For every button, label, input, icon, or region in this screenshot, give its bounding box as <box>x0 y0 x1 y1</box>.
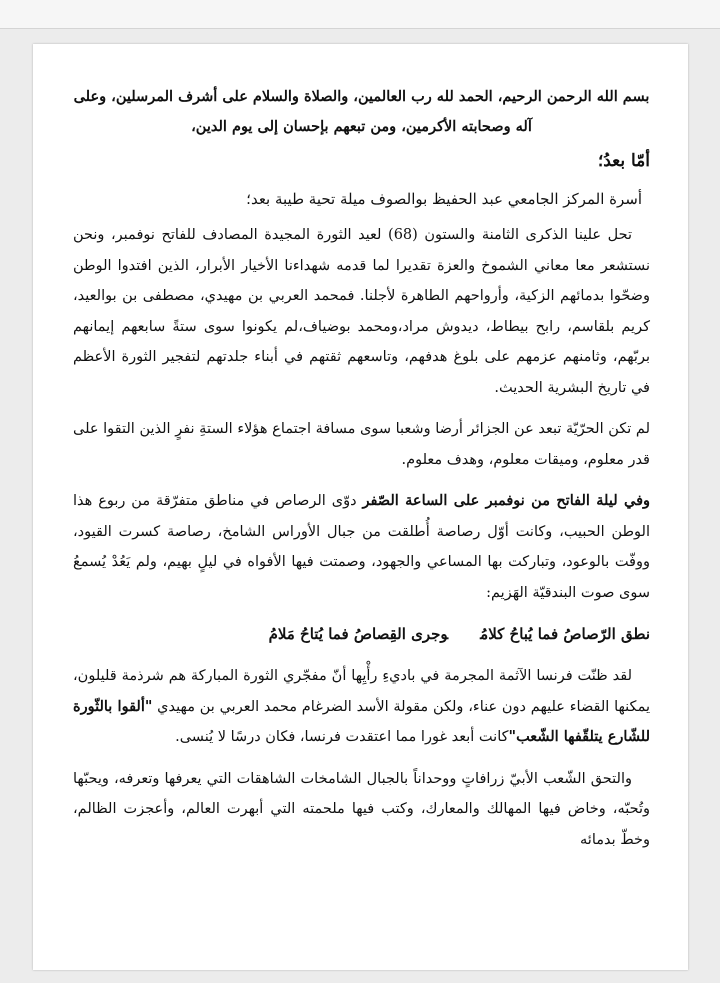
viewer-toolbar <box>0 0 720 29</box>
amma-bad-heading: أمّا بعدُ؛ <box>597 151 650 171</box>
paragraph-people-joined: والتحق الشّعب الأبيّ زرافاتٍ ووحداناً بالجبال الشامخات الشاهقات التي يعرفها وتعرفه، ويحبّها وتُحبّه، وخاض فيها المهالك والمعارك، وكتب فيها ملحمته التي أبهرت العالم، وأعجزت الظالم، وخطّ بدمائه <box>73 770 650 848</box>
greeting-line: أسرة المركز الجامعي عبد الحفيظ بوالصوف ميلة تحية طيبة بعد؛ <box>246 190 642 208</box>
france-thought-text: لقد ظنّت فرنسا الآثمة المجرمة في باديءِ رأْيِها أنّ مفجّري الثورة المباركة هم شرذمة قليلون، يمكنها القضاء عليهم دون عناء، ولكن مقولة الأسد الضرغام محمد العربي بن مهيدي <box>73 668 650 715</box>
poem-verse <box>73 619 650 649</box>
paragraph-france-thought <box>73 661 650 753</box>
november-night-bold: وفي ليلة الفاتح من نوفمبر على الساعة الصّفر <box>362 492 650 509</box>
page-content <box>33 44 688 855</box>
november-night-text: دوّى الرصاص في مناطق متفرّقة من ربوع هذا الوطن الحبيب، وكانت أوّل رصاصة أُطلقت من جبال الأوراس الشامخ، رصاصة كسرت القيود، ووفّت بالوعود، وتباركت بها المساعي والجهود، وصمتت فيها الأفواه في ليلٍ بهيم، ولم يَعُدْ يُسمعُ سوى صوت البندقيّة الهَزيم: <box>73 493 650 601</box>
ben-mhidi-quote: "ألقوا بالثّورة للشّارع يتلقّفها الشّعب" <box>73 697 650 745</box>
basmala-heading: بسم الله الرحمن الرحيم، الحمد لله رب العالمين، والصلاة والسلام على أشرف المرسلين، وعلى آله وصحابته الأكرمين، ومن تبعهم بإحسان إلى يوم الدين، <box>73 88 650 135</box>
paragraph-anniversary: تحل علينا الذكرى الثامنة والستون (68) لعيد الثورة المجيدة المصادف للفاتح نوفمبر، ونحن نستشعر معا معاني الشموخ والعزة تقديرا لما قدمه شهداءنا الأخيار الأبرار، الذين افتدوا الوطن وضحّوا بدمائهم الزكية، وأرواحهم الطاهرة لأجلنا. فمحمد العربي بن مهيدي، مصطفى بن بوالعيد، كريم بلقاسم، رابح بيطاط، ديدوش مراد،ومحمد بوضياف،لم يكونوا سوى ستةً سابعهم إيمانهم بربّهم، وثامنهم عزمهم على بلوغ هدفهم، وتاسعهم ثقتهم في أبناء جلدتهم لتفجير الثورة الأعظم في تاريخ البشرية الحديث. <box>73 227 650 396</box>
verse-first-hemistich: نطق الرّصاصُ فما يُباحُ كلامُ <box>480 625 650 643</box>
paragraph-freedom: لم تكن الحرّيّة تبعد عن الجزائر أرضا وشعبا سوى مسافة اجتماع هؤلاء الستةِ نفرٍ الذين التقوا على قدر معلوم، وميقات معلوم، وهدف معلوم. <box>73 421 650 468</box>
document-page <box>33 44 688 970</box>
france-thought-end: كانت أبعد غورا مما اعتقدت فرنسا، فكان درسًا لا يُنسى. <box>175 729 509 745</box>
verse-second-hemistich: وجرى القِصاصُ فما يُتاحُ مَلامُ <box>268 625 449 643</box>
paragraph-november-night <box>73 486 650 608</box>
